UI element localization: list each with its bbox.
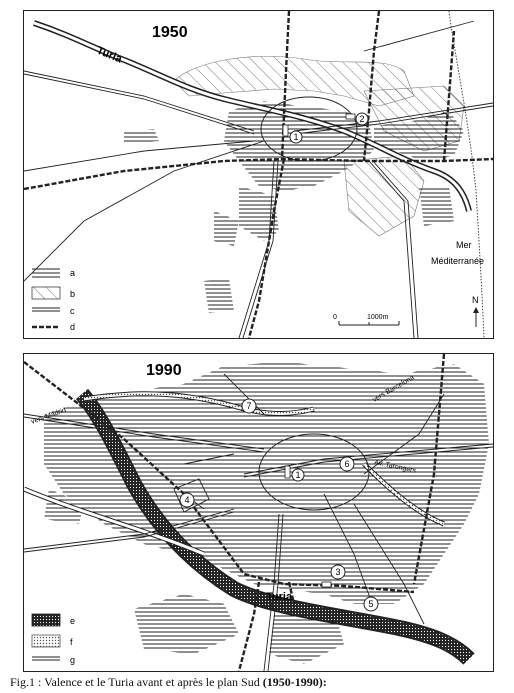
map-1950-drawing bbox=[24, 11, 493, 338]
road-label-tarongers: Av. Tarongers bbox=[373, 459, 417, 475]
marker-7 bbox=[242, 399, 256, 413]
marker-6 bbox=[340, 457, 354, 471]
legend-f-label: f bbox=[70, 637, 73, 647]
legend-g-label: g bbox=[70, 655, 76, 665]
zone-urban-1990 bbox=[44, 362, 489, 604]
road-label-madrid: vers Madrid bbox=[30, 406, 68, 426]
svg-text:N: N bbox=[472, 295, 479, 305]
legend-a-swatch bbox=[32, 266, 60, 278]
caption-years: (1950-1990): bbox=[262, 675, 327, 689]
svg-text:3: 3 bbox=[335, 567, 341, 577]
caption-prefix: Fig.1 : Valence et le Turia avant et après le plan Sud bbox=[10, 675, 263, 689]
svg-text:5: 5 bbox=[368, 599, 374, 609]
svg-text:1000m: 1000m bbox=[367, 314, 389, 321]
svg-text:1: 1 bbox=[293, 132, 299, 142]
zone-a-south bbox=[239, 186, 279, 241]
legend-1990 bbox=[32, 614, 75, 665]
legend-f-swatch bbox=[32, 635, 60, 647]
legend-1950 bbox=[32, 266, 75, 332]
figure-caption bbox=[10, 675, 327, 690]
marker-5 bbox=[364, 597, 378, 611]
zone-b-south bbox=[344, 156, 424, 236]
svg-text:4: 4 bbox=[184, 495, 190, 505]
map-1990-drawing bbox=[24, 354, 493, 671]
north-arrow bbox=[472, 295, 479, 327]
legend-d-label: d bbox=[70, 322, 76, 332]
river-label-1990: Turia bbox=[266, 591, 293, 603]
svg-text:7: 7 bbox=[246, 401, 252, 411]
svg-text:1: 1 bbox=[295, 470, 301, 480]
river-label-1950: Turia bbox=[94, 44, 124, 66]
road-label-barcelona: vers Barcelona bbox=[371, 374, 416, 404]
legend-c-label: c bbox=[70, 306, 75, 316]
zone-south-1990 bbox=[134, 594, 239, 654]
sea-label-line1: Mer bbox=[456, 240, 472, 250]
scale-bar bbox=[333, 314, 399, 325]
year-label-1950: 1950 bbox=[152, 24, 188, 41]
map-1990 bbox=[23, 353, 494, 672]
zone-a-sw bbox=[214, 211, 239, 246]
legend-b-label: b bbox=[70, 289, 76, 299]
legend-b-swatch bbox=[32, 287, 60, 299]
zone-a-south2 bbox=[204, 279, 234, 313]
legend-e-swatch bbox=[32, 614, 60, 626]
coastline-1950 bbox=[449, 11, 484, 338]
svg-text:2: 2 bbox=[359, 114, 365, 124]
zone-a-se bbox=[419, 186, 454, 226]
sea-label-line2: Méditerranée bbox=[431, 256, 485, 266]
legend-a-label: a bbox=[70, 268, 76, 278]
svg-text:0: 0 bbox=[333, 314, 337, 321]
svg-text:6: 6 bbox=[344, 459, 350, 469]
zone-a-west bbox=[124, 129, 159, 143]
map-1950 bbox=[23, 10, 494, 339]
legend-e-label: e bbox=[70, 616, 76, 626]
year-label-1990: 1990 bbox=[146, 362, 182, 379]
